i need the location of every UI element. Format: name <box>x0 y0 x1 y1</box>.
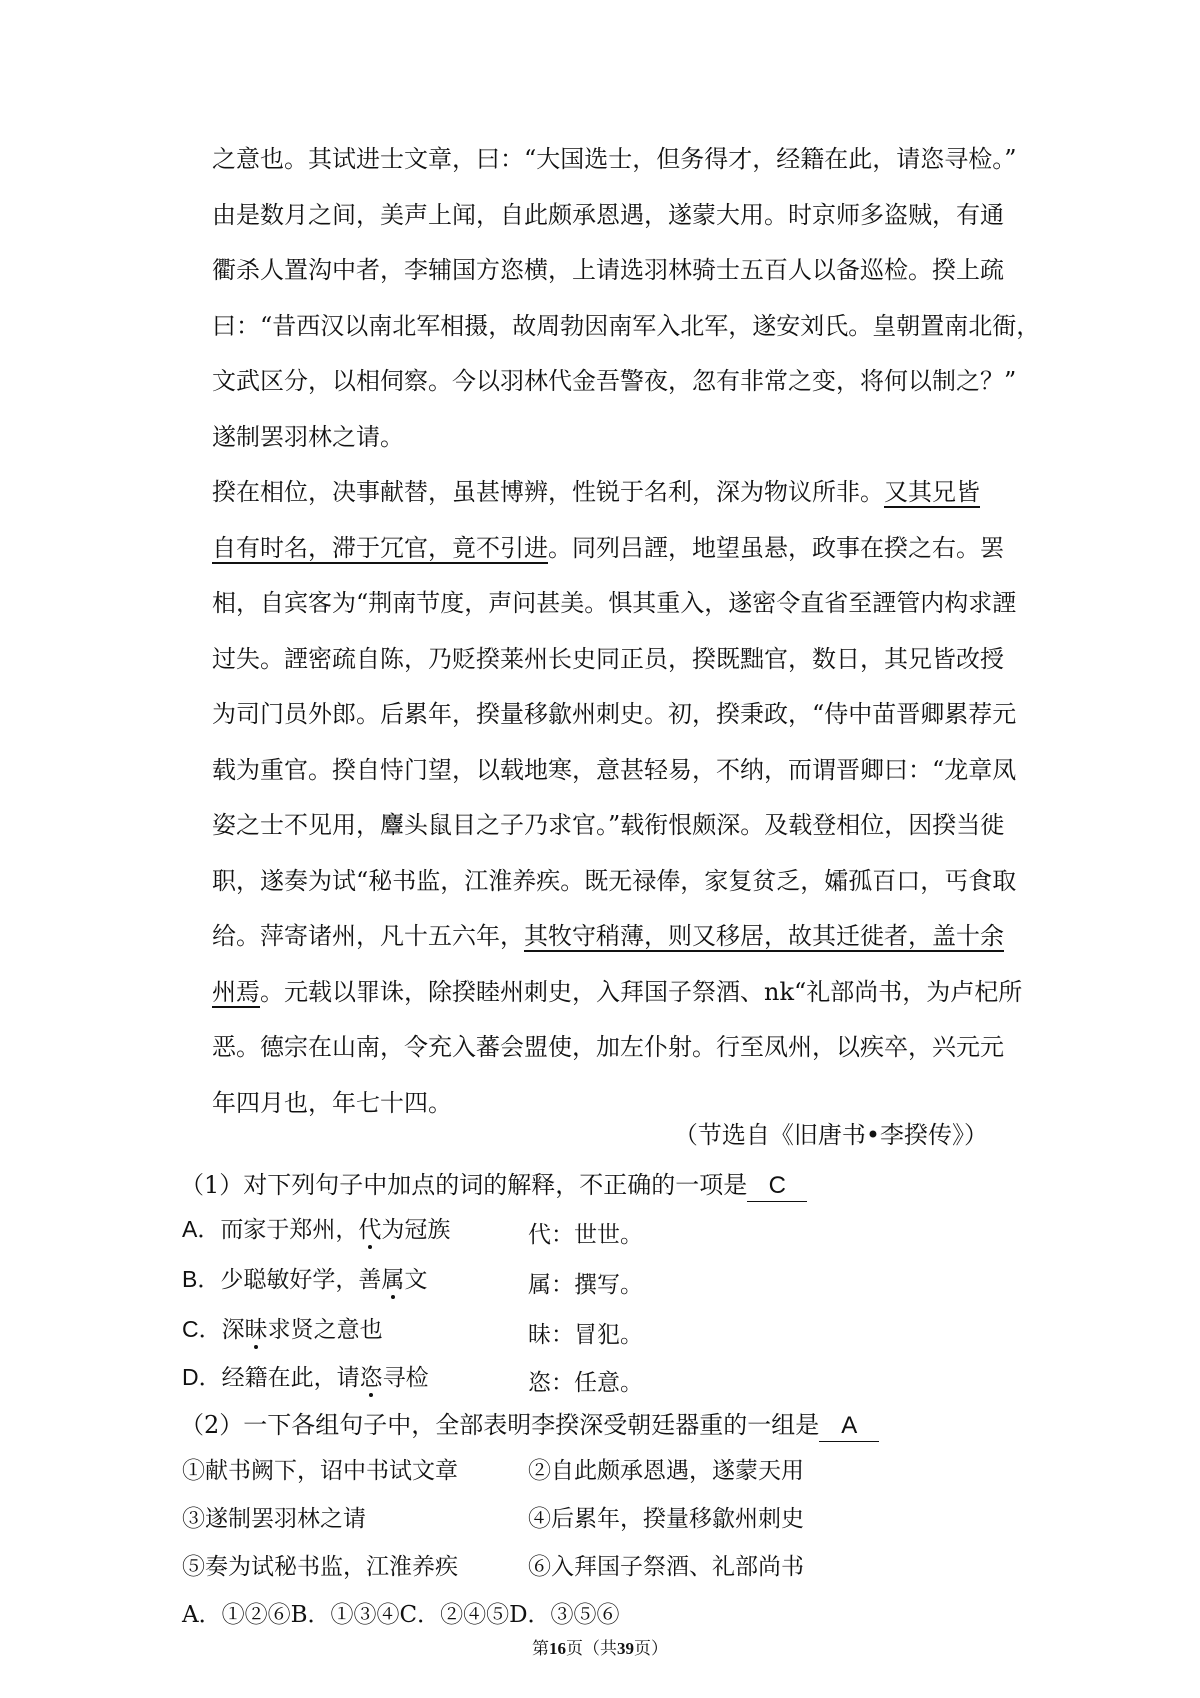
sentence-item: ⑥入拜国子祭酒、礼部尚书 <box>528 1554 804 1580</box>
passage-line: 揆在相位，决事献替，虽甚博辨，性锐于名利，深为物议所非。又其兄皆 <box>212 478 980 506</box>
dotted-character: 恣 <box>359 1365 383 1391</box>
passage-line: 姿之士不见用，麞头鼠目之子乃求官。”载衔恨颇深。及载登相位，因揆当徙 <box>212 811 1005 839</box>
passage-line: 年四月也，年七十四。 <box>212 1088 452 1117</box>
source-citation: （节选自《旧唐书•李揆传》） <box>673 1121 988 1149</box>
option-c-gloss: 昧：冒犯。 <box>528 1322 643 1348</box>
answer-blank: A <box>819 1411 879 1442</box>
sentence-item: ②自此颇承恩遇，遂蒙天用 <box>528 1458 804 1484</box>
option-a: A．而家于郑州，代为冠族 <box>182 1216 451 1243</box>
option-b: B．少聪敏好学，善属文 <box>182 1266 428 1293</box>
passage-line: 遂制罢羽林之请。 <box>212 422 404 451</box>
passage-line: 衢杀人置沟中者，李辅国方恣横，上请选羽林骑士五百人以备巡检。揆上疏 <box>212 256 1004 284</box>
question-1-prompt: （1）对下列句子中加点的词的解释，不正确的一项是 C <box>180 1168 807 1202</box>
page-number: 16 <box>549 1639 566 1658</box>
passage-line: 由是数月之间，美声上闻，自此颇承恩遇，遂蒙大用。时京师多盗贼，有通 <box>212 200 1004 229</box>
passage-line: 相，自宾客为“荆南节度，声问甚美。惧其重入，遂密令直省至諲管内构求諲 <box>212 589 1017 617</box>
dotted-character: 属 <box>381 1267 405 1293</box>
passage-line: 给。萍寄诸州，凡十五六年，其牧守稍薄，则又移居，故其迁徙者，盖十余 <box>212 922 1004 950</box>
sentence-item: ④后累年，揆量移歙州刺史 <box>528 1506 804 1532</box>
question-2-prompt: （2）一下各组句子中，全部表明李揆深受朝廷器重的一组是 A <box>180 1408 879 1442</box>
option-c: C．深昧求贤之意也 <box>182 1316 383 1343</box>
dotted-character: 昧 <box>244 1317 268 1343</box>
option-b-gloss: 属：撰写。 <box>528 1272 643 1298</box>
underlined-phrase: 州焉 <box>212 977 260 1006</box>
passage-line: 载为重官。揆自恃门望，以载地寒，意甚轻易，不纳，而谓晋卿曰：“龙章凤 <box>212 755 1017 784</box>
passage-line: 恶。德宗在山南，令充入蕃会盟使，加左仆射。行至凤州，以疾卒，兴元元 <box>212 1033 1004 1061</box>
passage-line: 过失。諲密疏自陈，乃贬揆莱州长史同正员，揆既黜官，数日，其兄皆改授 <box>212 644 1004 673</box>
passage-line: 曰：“昔西汉以南北军相摄，故周勃因南军入北军，遂安刘氏。皇朝置南北衙， <box>212 311 1041 340</box>
choice-line: A．①②⑥B．①③④C．②④⑤D．③⑤⑥ <box>182 1602 620 1628</box>
passage-line: 自有时名，滞于冗官，竟不引进。同列吕諲，地望虽悬，政事在揆之右。罢 <box>212 533 1004 562</box>
dotted-character: 代 <box>358 1217 382 1243</box>
total-pages: 39 <box>617 1639 634 1658</box>
passage-line: 职，遂奏为试“秘书监，江淮养疾。既无禄俸，家复贫乏，孀孤百口，丐食取 <box>212 866 1017 895</box>
underlined-phrase: 其牧守稍薄，则又移居，故其迁徙者，盖十余 <box>524 922 1004 950</box>
page-footer: 第16页（共39页） <box>532 1639 668 1659</box>
passage-line: 为司门员外郎。后累年，揆量移歙州刺史。初，揆秉政，“侍中苗晋卿累荐元 <box>212 700 1017 728</box>
passage-line: 州焉。元载以罪诛，除揆睦州刺史，入拜国子祭酒、nk“礼部尚书，为卢杞所 <box>212 977 1023 1006</box>
sentence-item: ⑤奏为试秘书监，江淮养疾 <box>182 1554 458 1580</box>
underlined-phrase: 自有时名，滞于冗官，竟不引进 <box>212 533 548 562</box>
option-d: D．经籍在此，请恣寻检 <box>182 1364 429 1391</box>
sentence-item: ①献书阙下，诏中书试文章 <box>182 1458 458 1484</box>
answer-blank: C <box>747 1171 807 1202</box>
sentence-item: ③遂制罢羽林之请 <box>182 1506 366 1532</box>
option-a-gloss: 代：世世。 <box>528 1222 643 1248</box>
passage-line: 之意也。其试进士文章，曰：“大国选士，但务得才，经籍在此，请恣寻检。” <box>212 145 1017 173</box>
option-d-gloss: 恣：任意。 <box>528 1370 643 1396</box>
underlined-phrase: 又其兄皆 <box>884 478 980 506</box>
passage-line: 文武区分，以相伺察。今以羽林代金吾警夜，忽有非常之变，将何以制之？” <box>212 367 1017 395</box>
